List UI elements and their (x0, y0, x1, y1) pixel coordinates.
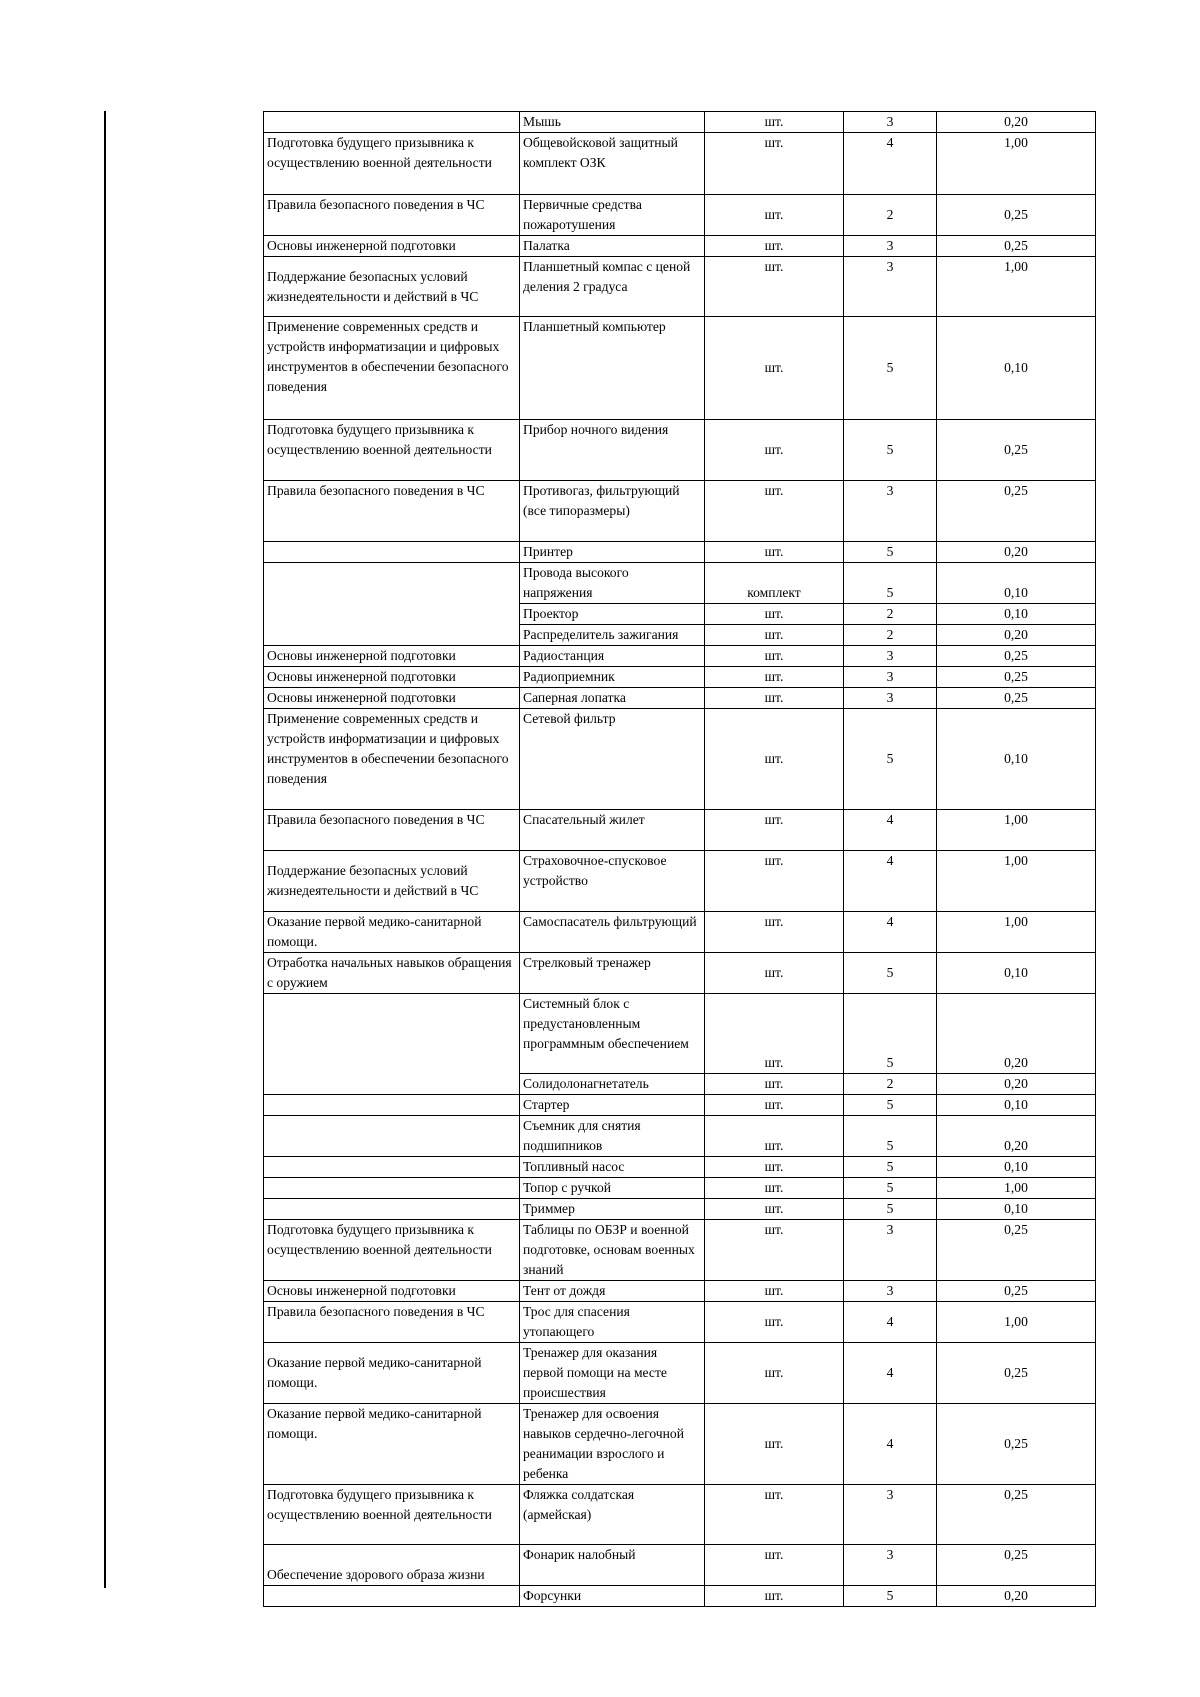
quantity-cell: 3 (844, 257, 937, 317)
unit-cell: шт. (705, 133, 844, 195)
unit-cell: шт. (705, 994, 844, 1074)
quantity-cell: 4 (844, 1404, 937, 1485)
table-row (264, 667, 1096, 688)
coefficient-cell: 0,25 (937, 1220, 1096, 1281)
unit-cell: шт. (705, 912, 844, 953)
item-cell: Стартер (520, 1095, 705, 1116)
unit-cell: шт. (705, 625, 844, 646)
topic-cell: Правила безопасного поведения в ЧС (264, 195, 520, 236)
table-row (264, 1404, 1096, 1485)
item-cell: Топор с ручкой (520, 1178, 705, 1199)
coefficient-cell: 0,25 (937, 688, 1096, 709)
coefficient-cell: 0,25 (937, 1281, 1096, 1302)
coefficient-cell: 0,25 (937, 1343, 1096, 1404)
item-cell: Тент от дождя (520, 1281, 705, 1302)
item-cell: Стрелковый тренажер (520, 953, 705, 994)
item-cell: Тренажер для освоения навыков сердечно-легочной реанимации взрослого и ребенка (520, 1404, 705, 1485)
table-row (264, 994, 1096, 1074)
table-row (264, 481, 1096, 542)
table-row (264, 1178, 1096, 1199)
table-row (264, 1199, 1096, 1220)
unit-cell: шт. (705, 1404, 844, 1485)
unit-cell: шт. (705, 1281, 844, 1302)
quantity-cell: 5 (844, 994, 937, 1074)
table-row (264, 1302, 1096, 1343)
quantity-cell: 5 (844, 542, 937, 563)
quantity-cell: 3 (844, 481, 937, 542)
coefficient-cell: 0,10 (937, 709, 1096, 810)
quantity-cell: 5 (844, 1116, 937, 1157)
unit-cell: шт. (705, 1302, 844, 1343)
quantity-cell: 3 (844, 646, 937, 667)
unit-cell: шт. (705, 1116, 844, 1157)
topic-cell: Подготовка будущего призывника к осуществлению военной деятельности (264, 133, 520, 195)
topic-cell: Оказание первой медико-санитарной помощи. (264, 912, 520, 953)
item-cell: Радиостанция (520, 646, 705, 667)
item-cell: Планшетный компьютер (520, 317, 705, 420)
coefficient-cell: 0,25 (937, 667, 1096, 688)
unit-cell: шт. (705, 236, 844, 257)
quantity-cell: 5 (844, 420, 937, 481)
equipment-table (263, 111, 1096, 1607)
unit-cell: шт. (705, 810, 844, 851)
unit-cell: шт. (705, 953, 844, 994)
coefficient-cell: 0,20 (937, 625, 1096, 646)
quantity-cell: 5 (844, 317, 937, 420)
quantity-cell: 5 (844, 1586, 937, 1607)
quantity-cell: 3 (844, 667, 937, 688)
item-cell: Таблицы по ОБЗР и военной подготовке, основам военных знаний (520, 1220, 705, 1281)
table-row (264, 195, 1096, 236)
item-cell: Прибор ночного видения (520, 420, 705, 481)
table-row (264, 542, 1096, 563)
quantity-cell: 3 (844, 1545, 937, 1586)
topic-cell: Подготовка будущего призывника к осуществлению военной деятельности (264, 1485, 520, 1545)
topic-cell: Основы инженерной подготовки (264, 667, 520, 688)
topic-cell (264, 1157, 520, 1178)
topic-cell (264, 1199, 520, 1220)
quantity-cell: 3 (844, 1485, 937, 1545)
table-row (264, 709, 1096, 810)
table-row (264, 810, 1096, 851)
table-row (264, 1485, 1096, 1545)
topic-cell: Подготовка будущего призывника к осуществлению военной деятельности (264, 1220, 520, 1281)
unit-cell: комплект (705, 563, 844, 604)
table-row (264, 1343, 1096, 1404)
topic-cell: Применение современных средств и устройств информатизации и цифровых инструментов в обеспечении безопасного поведения (264, 709, 520, 810)
quantity-cell: 5 (844, 563, 937, 604)
item-cell: Топливный насос (520, 1157, 705, 1178)
unit-cell: шт. (705, 851, 844, 912)
item-cell: Фляжка солдатская (армейская) (520, 1485, 705, 1545)
table-row (264, 563, 1096, 604)
table-row (264, 1220, 1096, 1281)
topic-cell (264, 1116, 520, 1157)
coefficient-cell: 0,25 (937, 1485, 1096, 1545)
unit-cell: шт. (705, 317, 844, 420)
item-cell: Системный блок с предустановленным программным обеспечением (520, 994, 705, 1074)
item-cell: Страховочное-спусковое устройство (520, 851, 705, 912)
coefficient-cell: 1,00 (937, 1302, 1096, 1343)
unit-cell: шт. (705, 542, 844, 563)
topic-cell: Подготовка будущего призывника к осуществлению военной деятельности (264, 420, 520, 481)
topic-cell: Обеспечение здорового образа жизни (264, 1545, 520, 1586)
table-row (264, 646, 1096, 667)
quantity-cell: 3 (844, 1281, 937, 1302)
quantity-cell: 4 (844, 133, 937, 195)
unit-cell: шт. (705, 1178, 844, 1199)
unit-cell: шт. (705, 1485, 844, 1545)
topic-cell (264, 1095, 520, 1116)
topic-cell: Основы инженерной подготовки (264, 236, 520, 257)
coefficient-cell: 0,20 (937, 1116, 1096, 1157)
item-cell: Палатка (520, 236, 705, 257)
item-cell: Спасательный жилет (520, 810, 705, 851)
topic-cell (264, 1178, 520, 1199)
quantity-cell: 4 (844, 912, 937, 953)
coefficient-cell: 0,10 (937, 317, 1096, 420)
topic-cell: Отработка начальных навыков обращения с оружием (264, 953, 520, 994)
coefficient-cell: 0,25 (937, 195, 1096, 236)
quantity-cell: 3 (844, 112, 937, 133)
topic-cell: Основы инженерной подготовки (264, 688, 520, 709)
coefficient-cell: 1,00 (937, 257, 1096, 317)
coefficient-cell: 1,00 (937, 912, 1096, 953)
topic-cell (264, 563, 520, 646)
unit-cell: шт. (705, 688, 844, 709)
unit-cell: шт. (705, 1545, 844, 1586)
item-cell: Первичные средства пожаротушения (520, 195, 705, 236)
item-cell: Провода высокого напряжения (520, 563, 705, 604)
coefficient-cell: 0,10 (937, 1095, 1096, 1116)
unit-cell: шт. (705, 420, 844, 481)
quantity-cell: 4 (844, 1343, 937, 1404)
topic-cell: Правила безопасного поведения в ЧС (264, 810, 520, 851)
quantity-cell: 3 (844, 236, 937, 257)
table-row (264, 912, 1096, 953)
table-row (264, 257, 1096, 317)
coefficient-cell: 0,25 (937, 481, 1096, 542)
table-row (264, 112, 1096, 133)
unit-cell: шт. (705, 1074, 844, 1095)
coefficient-cell: 0,20 (937, 112, 1096, 133)
topic-cell (264, 542, 520, 563)
table-row (264, 236, 1096, 257)
unit-cell: шт. (705, 709, 844, 810)
topic-cell: Оказание первой медико-санитарной помощи. (264, 1343, 520, 1404)
item-cell: Радиоприемник (520, 667, 705, 688)
quantity-cell: 5 (844, 1199, 937, 1220)
item-cell: Распределитель зажигания (520, 625, 705, 646)
table-row (264, 420, 1096, 481)
topic-cell (264, 112, 520, 133)
topic-cell: Оказание первой медико-санитарной помощи. (264, 1404, 520, 1485)
coefficient-cell: 0,25 (937, 1404, 1096, 1485)
coefficient-cell: 1,00 (937, 133, 1096, 195)
table-row (264, 1545, 1096, 1586)
quantity-cell: 4 (844, 851, 937, 912)
item-cell: Солидолонагнетатель (520, 1074, 705, 1095)
topic-cell: Применение современных средств и устройств информатизации и цифровых инструментов в обеспечении безопасного поведения (264, 317, 520, 420)
table-row (264, 1281, 1096, 1302)
quantity-cell: 4 (844, 810, 937, 851)
quantity-cell: 2 (844, 1074, 937, 1095)
topic-cell: Основы инженерной подготовки (264, 1281, 520, 1302)
unit-cell: шт. (705, 1586, 844, 1607)
topic-cell (264, 1586, 520, 1607)
unit-cell: шт. (705, 481, 844, 542)
item-cell: Мышь (520, 112, 705, 133)
table-row (264, 133, 1096, 195)
quantity-cell: 3 (844, 1220, 937, 1281)
item-cell: Форсунки (520, 1586, 705, 1607)
item-cell: Общевойсковой защитный комплект ОЗК (520, 133, 705, 195)
quantity-cell: 5 (844, 1157, 937, 1178)
topic-cell: Основы инженерной подготовки (264, 646, 520, 667)
item-cell: Тренажер для оказания первой помощи на месте происшествия (520, 1343, 705, 1404)
table-row (264, 953, 1096, 994)
coefficient-cell: 1,00 (937, 851, 1096, 912)
coefficient-cell: 0,25 (937, 1545, 1096, 1586)
item-cell: Принтер (520, 542, 705, 563)
item-cell: Съемник для снятия подшипников (520, 1116, 705, 1157)
unit-cell: шт. (705, 604, 844, 625)
unit-cell: шт. (705, 1199, 844, 1220)
item-cell: Саперная лопатка (520, 688, 705, 709)
unit-cell: шт. (705, 112, 844, 133)
left-margin-line (104, 111, 106, 1588)
coefficient-cell: 0,10 (937, 953, 1096, 994)
quantity-cell: 5 (844, 953, 937, 994)
item-cell: Противогаз, фильтрующий (все типоразмеры) (520, 481, 705, 542)
unit-cell: шт. (705, 1220, 844, 1281)
unit-cell: шт. (705, 1157, 844, 1178)
quantity-cell: 3 (844, 688, 937, 709)
item-cell: Самоспасатель фильтрующий (520, 912, 705, 953)
topic-cell: Поддержание безопасных условий жизнедеятельности и действий в ЧС (264, 257, 520, 317)
quantity-cell: 2 (844, 625, 937, 646)
coefficient-cell: 1,00 (937, 810, 1096, 851)
table-row (264, 1586, 1096, 1607)
table-row (264, 688, 1096, 709)
coefficient-cell: 0,10 (937, 1157, 1096, 1178)
coefficient-cell: 0,20 (937, 994, 1096, 1074)
coefficient-cell: 0,10 (937, 604, 1096, 625)
topic-cell: Правила безопасного поведения в ЧС (264, 1302, 520, 1343)
coefficient-cell: 0,10 (937, 563, 1096, 604)
coefficient-cell: 1,00 (937, 1178, 1096, 1199)
coefficient-cell: 0,25 (937, 646, 1096, 667)
unit-cell: шт. (705, 257, 844, 317)
coefficient-cell: 0,25 (937, 236, 1096, 257)
unit-cell: шт. (705, 1343, 844, 1404)
table-row (264, 317, 1096, 420)
table-row (264, 851, 1096, 912)
item-cell: Триммер (520, 1199, 705, 1220)
item-cell: Проектор (520, 604, 705, 625)
quantity-cell: 5 (844, 709, 937, 810)
coefficient-cell: 0,20 (937, 1586, 1096, 1607)
table-row (264, 1095, 1096, 1116)
topic-cell: Поддержание безопасных условий жизнедеятельности и действий в ЧС (264, 851, 520, 912)
unit-cell: шт. (705, 1095, 844, 1116)
unit-cell: шт. (705, 667, 844, 688)
table-row (264, 1116, 1096, 1157)
topic-cell (264, 994, 520, 1095)
topic-cell: Правила безопасного поведения в ЧС (264, 481, 520, 542)
item-cell: Трос для спасения утопающего (520, 1302, 705, 1343)
item-cell: Фонарик налобный (520, 1545, 705, 1586)
coefficient-cell: 0,20 (937, 1074, 1096, 1095)
item-cell: Планшетный компас с ценой деления 2 градуса (520, 257, 705, 317)
quantity-cell: 2 (844, 195, 937, 236)
unit-cell: шт. (705, 646, 844, 667)
coefficient-cell: 0,20 (937, 542, 1096, 563)
quantity-cell: 4 (844, 1302, 937, 1343)
quantity-cell: 2 (844, 604, 937, 625)
item-cell: Сетевой фильтр (520, 709, 705, 810)
quantity-cell: 5 (844, 1178, 937, 1199)
coefficient-cell: 0,10 (937, 1199, 1096, 1220)
unit-cell: шт. (705, 195, 844, 236)
quantity-cell: 5 (844, 1095, 937, 1116)
coefficient-cell: 0,25 (937, 420, 1096, 481)
table-row (264, 1157, 1096, 1178)
